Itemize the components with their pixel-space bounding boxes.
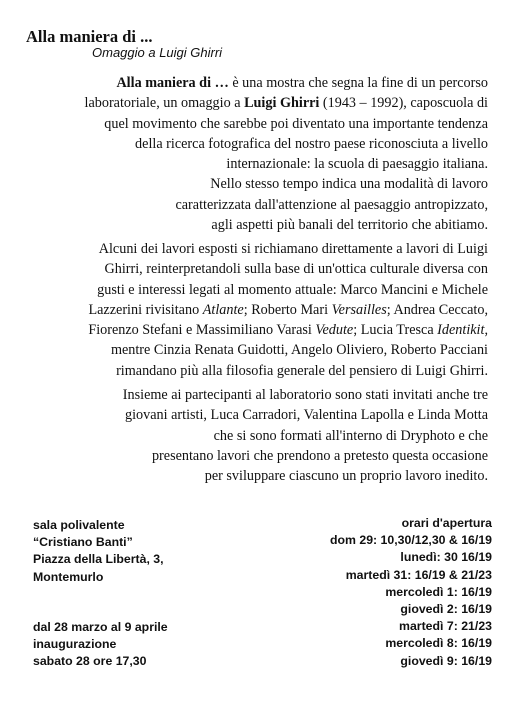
text-line: della ricerca fotografica del nostro paese riconosciuta a livello [135, 135, 488, 152]
hours-row: lunedì: 30 16/19 [400, 550, 492, 565]
text-line: caratterizzata dall'attenzione al paesaggio antropizzato, [175, 196, 488, 213]
text-line: Insieme ai partecipanti al laboratorio sono stati invitati anche tre [122, 387, 488, 403]
text-line: rimandano più alla filosofia generale del pensiero di Luigi Ghirri. [116, 362, 488, 379]
venue-line: “Cristiano Banti” [33, 535, 133, 550]
hours-row: mercoledì 8: 16/19 [385, 636, 492, 651]
work-title: Vedute [315, 322, 354, 339]
page-title: Alla maniera di ... [26, 27, 153, 46]
hours-row: giovedì 2: 16/19 [400, 602, 492, 617]
text-line: Alcuni dei lavori esposti si richiamano direttamente a lavori di Luigi [98, 241, 488, 257]
text-line: che si sono formati all'interno di Dryphoto e che [213, 427, 488, 444]
guests-paragraph [40, 385, 488, 486]
dates-line: sabato 28 ore 17,30 [33, 654, 147, 669]
dates-line: dal 28 marzo al 9 aprile [33, 620, 168, 634]
text-line: mentre Cinzia Renata Guidotti, Angelo Oliviero, Roberto Pacciani [110, 342, 488, 359]
hours-row: mercoledì 1: 16/19 [385, 584, 492, 599]
text-line: giovani artisti, Luca Carradori, Valentina Lapolla e Linda Motta [125, 407, 488, 424]
opening-hours [330, 515, 492, 670]
artist-name: Luigi Ghirri [244, 95, 320, 112]
hours-heading: orari d'apertura [401, 516, 492, 530]
page-subtitle: Omaggio a Luigi Ghirri [92, 45, 223, 60]
works-paragraph [40, 239, 488, 381]
intro-paragraph [40, 73, 488, 235]
text-line: agli aspetti più banali del territorio che abitiamo. [211, 217, 488, 234]
venue-line: sala polivalente [33, 518, 125, 532]
hours-row: martedì 7: 21/23 [399, 619, 492, 634]
text-line: Alla maniera di … è una mostra che segna la fine di un percorso [116, 75, 488, 91]
hours-row: giovedì 9: 16/19 [400, 653, 492, 668]
text-line: per sviluppare ciascuno un proprio lavoro inedito. [204, 468, 488, 485]
work-title: Identikit [437, 322, 485, 339]
hours-row: dom 29: 10,30/12,30 & 16/19 [329, 533, 492, 548]
text-line: laboratoriale, un omaggio a Luigi Ghirri (1943 – 1992), caposcuola di [84, 95, 488, 112]
dates-info [33, 619, 168, 671]
text-line: presentano lavori che prendono a pretesto questa occasione [151, 447, 488, 464]
venue-line: Piazza della Libertà, 3, [33, 552, 164, 567]
text-line: quel movimento che sarebbe poi diventato una importante tendenza [104, 115, 488, 132]
text-line: gusti e interessi legati al momento attuale: Marco Mancini e Michele [97, 281, 488, 298]
text-line: Nello stesso tempo indica una modalità di lavoro [210, 176, 488, 193]
text-line: Ghirri, reinterpretandoli sulla base di un'ottica culturale diversa con [104, 261, 488, 278]
work-title: Atlante [202, 301, 244, 318]
dates-line: inaugurazione [33, 637, 117, 652]
hours-row: martedì 31: 16/19 & 21/23 [345, 567, 492, 582]
text-line: Fiorenzo Stefani e Massimiliano Varasi Vedute; Lucia Tresca Identikit, [88, 322, 488, 339]
work-title: Versailles [331, 301, 387, 318]
text-line: Lazzerini rivisitano Atlante; Roberto Mari Versailles; Andrea Ceccato, [88, 301, 488, 318]
text-line: internazionale: la scuola di paesaggio italiana. [226, 156, 488, 173]
exhibition-name: Alla maniera di … [116, 75, 229, 91]
venue-line: Montemurlo [33, 569, 104, 584]
venue-info [33, 517, 164, 586]
